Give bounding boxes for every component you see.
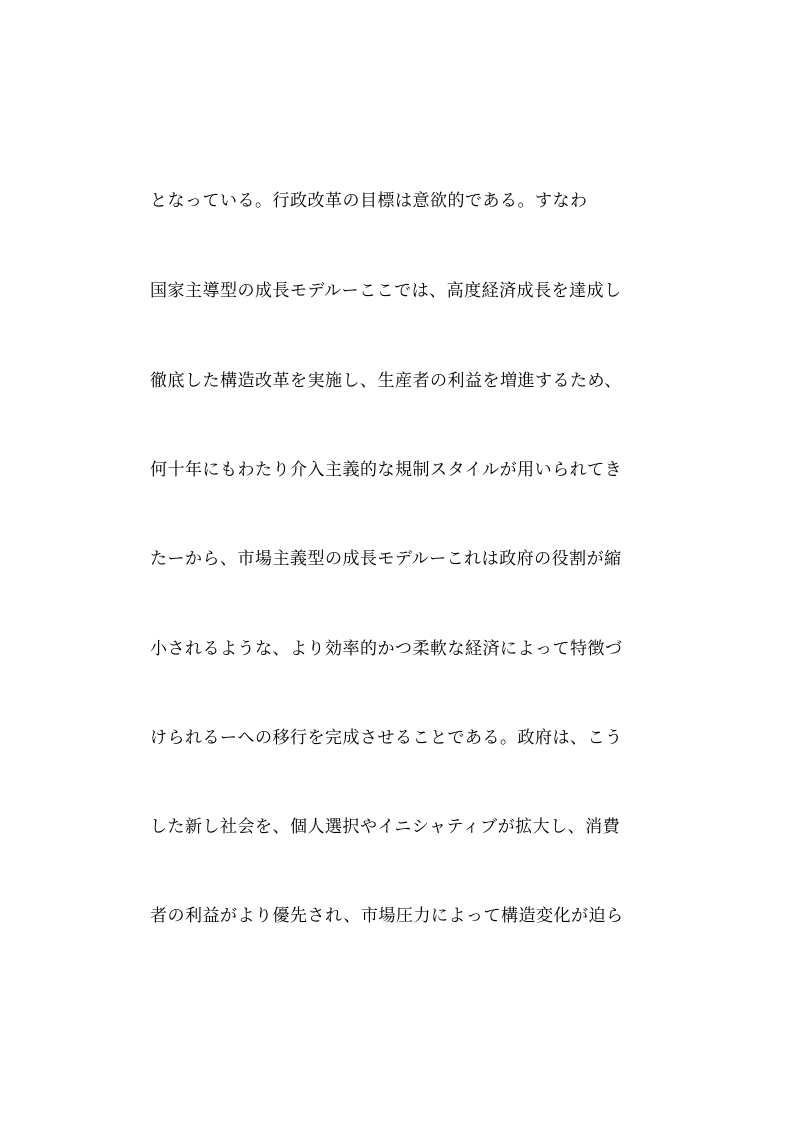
text-line: 何十年にもわたり介入主義的な規制スタイルが用いられてき [150,460,623,480]
text-line: 国家主導型の成長モデルーここでは、高度経済成長を達成し [150,281,622,301]
text-line: たーから、市場主義型の成長モデルーこれは政府の役割が縮 [150,549,622,569]
text-line: けられるーへの移行を完成させることである。政府は、こう [150,728,623,748]
text-line: 小されるような、より効率的かつ柔軟な経済によって特徴づ [150,639,623,659]
text-line: 徹底した構造改革を実施し、生産者の利益を増進するため、 [150,371,622,391]
text-line: となっている。行政改革の目標は意欲的である。すなわ [150,191,588,211]
text-line: した新し社会を、個人選択やイニシャティブが拡大し、消費 [150,817,621,837]
text-line: 者の利益がより優先され、市場圧力によって構造変化が迫ら [150,906,624,926]
